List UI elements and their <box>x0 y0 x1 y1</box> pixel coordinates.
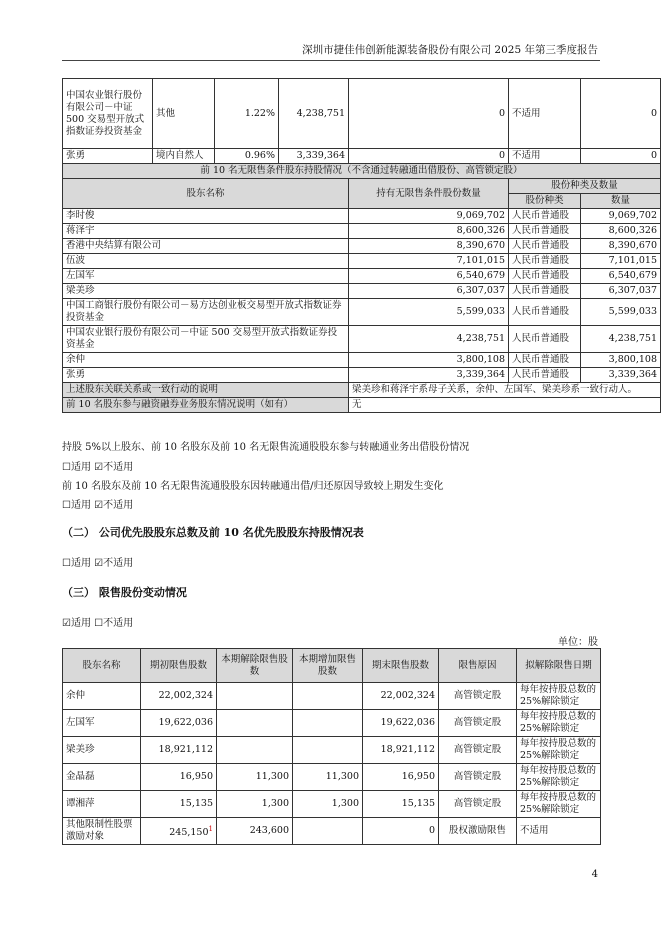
paragraph-securities-lending: 持股 5%以上股东、前 10 名股东及前 10 名无限售流通股股东参与转融通业务出借股份情况 <box>62 442 470 453</box>
table-row <box>63 254 661 269</box>
restrict-reason: 高管锁定股 <box>439 710 517 737</box>
applicability-choice: ☐适用 ☑不适用 <box>62 500 134 511</box>
holder-qty: 6,307,037 <box>349 284 509 299</box>
release-date: 每年按持股总数的 25%解除锁定 <box>517 737 601 764</box>
holder-name: 左国军 <box>63 269 349 284</box>
holder-name: 香港中央结算有限公司 <box>63 239 349 254</box>
start-shares: 15,135 <box>141 791 217 818</box>
table-row <box>63 368 661 383</box>
released-shares <box>217 710 293 737</box>
released-shares: 11,300 <box>217 764 293 791</box>
share-type: 人民币普通股 <box>509 299 581 326</box>
restricted-shares-table <box>62 648 601 845</box>
added-shares <box>293 710 363 737</box>
table-row <box>63 737 601 764</box>
margin-text: 无 <box>349 398 661 413</box>
applicability-choice: ☐适用 ☑不适用 <box>62 462 134 473</box>
col-header: 股东名称 <box>63 649 141 683</box>
holder-name: 梁美珍 <box>63 284 349 299</box>
release-date: 每年按持股总数的 25%解除锁定 <box>517 710 601 737</box>
holder-name: 蒋泽宇 <box>63 224 349 239</box>
share-type: 人民币普通股 <box>509 209 581 224</box>
start-shares: 22,002,324 <box>141 683 217 710</box>
table-row <box>63 683 601 710</box>
holder-qty: 4,238,751 <box>349 326 509 353</box>
restrict-reason: 高管锁定股 <box>439 683 517 710</box>
applicability-choice: ☐适用 ☑不适用 <box>62 558 134 569</box>
release-date: 每年按持股总数的 25%解除锁定 <box>517 683 601 710</box>
margin-label: 前 10 名股东参与融资融券业务股东情况说明（如有） <box>63 398 349 413</box>
page-number: 4 <box>591 869 598 880</box>
holder-shares: 4,238,751 <box>279 79 349 149</box>
col-header: 本期解除限售股数 <box>217 649 293 683</box>
release-date: 每年按持股总数的 25%解除锁定 <box>517 791 601 818</box>
table-row <box>63 326 661 353</box>
restrict-reason: 高管锁定股 <box>439 737 517 764</box>
table-header-row <box>63 179 661 194</box>
unit-label: 单位：股 <box>558 637 598 648</box>
holder-type: 境内自然人 <box>153 149 215 164</box>
holder-name: 张勇 <box>63 368 349 383</box>
released-shares: 1,300 <box>217 791 293 818</box>
holder-name: 左国军 <box>63 710 141 737</box>
pledge-status: 不适用 <box>509 79 581 149</box>
table-row <box>63 79 661 149</box>
share-type: 人民币普通股 <box>509 368 581 383</box>
col-header-count: 数量 <box>581 194 661 209</box>
applicability-choice: ☑适用 ☐不适用 <box>62 618 134 629</box>
holder-qty: 6,540,679 <box>349 269 509 284</box>
holder-qty: 3,800,108 <box>349 353 509 368</box>
table-row <box>63 710 601 737</box>
restrict-reason: 高管锁定股 <box>439 791 517 818</box>
end-shares: 16,950 <box>363 764 439 791</box>
table-row <box>63 224 661 239</box>
share-count: 8,390,670 <box>581 239 661 254</box>
holder-name: 梁美珍 <box>63 737 141 764</box>
pledge-status: 不适用 <box>509 149 581 164</box>
share-count: 7,101,015 <box>581 254 661 269</box>
section-caption-row <box>63 164 661 179</box>
release-date: 不适用 <box>517 818 601 845</box>
holder-name: 中国农业银行股份有限公司－中证 500 交易型开放式指数证券投资基金 <box>63 79 153 149</box>
end-shares: 22,002,324 <box>363 683 439 710</box>
pledge-qty: 0 <box>581 79 661 149</box>
release-date: 每年按持股总数的 25%解除锁定 <box>517 764 601 791</box>
share-count: 6,540,679 <box>581 269 661 284</box>
col-header-qty: 持有无限售条件股份数量 <box>349 179 509 209</box>
table-row <box>63 791 601 818</box>
holder-name: 余仲 <box>63 683 141 710</box>
share-count: 8,600,326 <box>581 224 661 239</box>
table-row <box>63 239 661 254</box>
start-shares: 18,921,112 <box>141 737 217 764</box>
share-count: 4,238,751 <box>581 326 661 353</box>
unrestricted-caption: 前 10 名无限售条件股东持股情况（不含通过转融通出借股份、高管锁定股） <box>63 164 661 179</box>
relation-label: 上述股东关联关系或一致行动的说明 <box>63 383 349 398</box>
table-row <box>63 383 661 398</box>
restrict-reason: 高管锁定股 <box>439 764 517 791</box>
start-shares: 16,950 <box>141 764 217 791</box>
pledge-qty: 0 <box>581 149 661 164</box>
table-row <box>63 764 601 791</box>
share-type: 人民币普通股 <box>509 224 581 239</box>
holder-name: 李时俊 <box>63 209 349 224</box>
holder-name: 余仲 <box>63 353 349 368</box>
section-title-preferred: （二） 公司优先股股东总数及前 10 名优先股股东持股情况表 <box>62 526 364 539</box>
table-header-row <box>63 649 601 683</box>
col-header: 本期增加限售股数 <box>293 649 363 683</box>
start-shares-value: 245,150 <box>169 827 209 839</box>
share-type: 人民币普通股 <box>509 284 581 299</box>
holder-name: 谭湘萍 <box>63 791 141 818</box>
holder-qty: 7,101,015 <box>349 254 509 269</box>
header-divider <box>62 60 600 61</box>
table-row <box>63 149 661 164</box>
paragraph-lending-change: 前 10 名股东及前 10 名无限售流通股股东因转融通出借/归还原因导致较上期发生变化 <box>62 481 444 492</box>
end-shares: 19,622,036 <box>363 710 439 737</box>
col-header: 期初限售股数 <box>141 649 217 683</box>
col-header-type: 股份种类 <box>509 194 581 209</box>
end-shares: 18,921,112 <box>363 737 439 764</box>
col-header: 限售原因 <box>439 649 517 683</box>
holder-shares: 3,339,364 <box>279 149 349 164</box>
share-count: 3,800,108 <box>581 353 661 368</box>
share-count: 5,599,033 <box>581 299 661 326</box>
holder-name: 中国农业银行股份有限公司－中证 500 交易型开放式指数证券投资基金 <box>63 326 349 353</box>
section-title-restricted: （三） 限售股份变动情况 <box>62 586 187 599</box>
holder-name: 伍波 <box>63 254 349 269</box>
holder-name: 金晶磊 <box>63 764 141 791</box>
share-type: 人民币普通股 <box>509 326 581 353</box>
added-shares: 1,300 <box>293 791 363 818</box>
start-shares <box>141 818 217 845</box>
holder-name: 张勇 <box>63 149 153 164</box>
holder-restricted: 0 <box>349 149 509 164</box>
relation-text: 梁美珍和蒋泽宇系母子关系，余仲、左国军、梁美珍系一致行动人。 <box>349 383 661 398</box>
footnote-marker: 1 <box>208 824 213 833</box>
col-header-name: 股东名称 <box>63 179 349 209</box>
end-shares: 0 <box>363 818 439 845</box>
share-type: 人民币普通股 <box>509 239 581 254</box>
added-shares <box>293 818 363 845</box>
released-shares <box>217 683 293 710</box>
col-header: 期末限售股数 <box>363 649 439 683</box>
shareholder-table <box>62 78 661 413</box>
share-count: 3,339,364 <box>581 368 661 383</box>
table-row <box>63 269 661 284</box>
holder-qty: 8,600,326 <box>349 224 509 239</box>
released-shares: 243,600 <box>217 818 293 845</box>
table-row <box>63 299 661 326</box>
table-row <box>63 284 661 299</box>
table-row <box>63 353 661 368</box>
holder-qty: 9,069,702 <box>349 209 509 224</box>
holder-name: 其他限制性股票激励对象 <box>63 818 141 845</box>
end-shares: 15,135 <box>363 791 439 818</box>
report-header: 深圳市捷佳伟创新能源装备股份有限公司 2025 年第三季度报告 <box>302 44 598 56</box>
share-type: 人民币普通股 <box>509 254 581 269</box>
share-count: 6,307,037 <box>581 284 661 299</box>
col-header-type-group: 股份种类及数量 <box>509 179 661 194</box>
holder-qty: 8,390,670 <box>349 239 509 254</box>
share-type: 人民币普通股 <box>509 269 581 284</box>
holder-restricted: 0 <box>349 79 509 149</box>
added-shares <box>293 737 363 764</box>
table-row <box>63 209 661 224</box>
holder-qty: 5,599,033 <box>349 299 509 326</box>
holder-pct: 0.96% <box>215 149 279 164</box>
table-row <box>63 398 661 413</box>
share-count: 9,069,702 <box>581 209 661 224</box>
released-shares <box>217 737 293 764</box>
holder-name: 中国工商银行股份有限公司－易方达创业板交易型开放式指数证券投资基金 <box>63 299 349 326</box>
table-row <box>63 818 601 845</box>
holder-qty: 3,339,364 <box>349 368 509 383</box>
holder-type: 其他 <box>153 79 215 149</box>
added-shares <box>293 683 363 710</box>
col-header: 拟解除限售日期 <box>517 649 601 683</box>
added-shares: 11,300 <box>293 764 363 791</box>
share-type: 人民币普通股 <box>509 353 581 368</box>
start-shares: 19,622,036 <box>141 710 217 737</box>
restrict-reason: 股权激励限售 <box>439 818 517 845</box>
holder-pct: 1.22% <box>215 79 279 149</box>
